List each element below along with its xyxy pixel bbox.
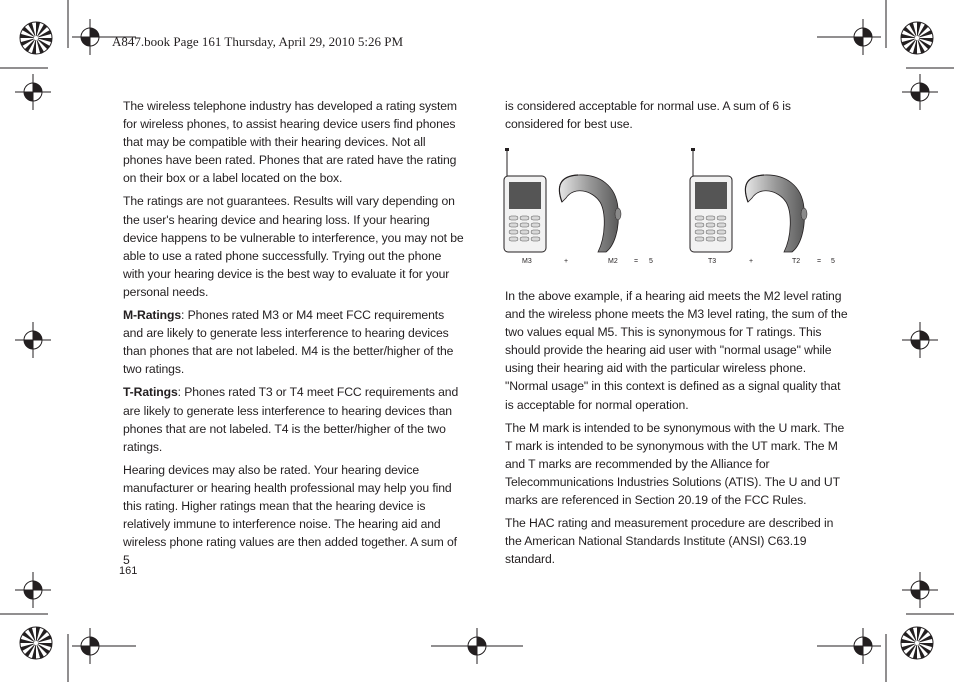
registration-target-icon [902,74,938,110]
paragraph-rating-system: The wireless telephone industry has developed a rating system for wireless phones, to assist hearing device users find phones that may be compatible with their hearing devices. Not all phones have been rated. Phones that are rated have the rating on their box or a label located on the box. [123,99,457,186]
paragraph-not-guarantees: The ratings are not guarantees. Results will vary depending on the user's hearing device and hearing loss. If your hearing device happens to be vulnerable to interference, you may not be able to use a rated phone successfully. Trying out the phone with your hearing device is the best way to evaluate it for your personal needs. [123,194,464,299]
paragraph-m-mark: The M mark is intended to be synonymous with the U mark. The T mark is intended to be synonymous with the UT mark. The M and T marks are recommended by the Alliance for Telecommunications Industries Solutions (ATIS). The U and UT marks are referenced in Section 20.19 of the FCC Rules. [505,420,845,508]
registration-target-icon [15,572,51,608]
hearing-aid-illustration [745,175,807,252]
hac-rating-illustration [500,146,850,270]
m-ratings-text: : Phones rated M3 or M4 meet FCC requirements and are likely to generate less interference to hearing devices than phones that are not labeled. M4 is the better/higher of the two ratings. [123,308,454,377]
figure-label-sum: 5 [831,258,835,265]
starburst-target-icon [901,627,933,659]
figure-label-m2: M2 [608,258,618,265]
figure-label-plus: + [564,258,569,265]
paragraph-hearing-devices: Hearing devices may also be rated. Your hearing device manufacturer or hearing health professional may help you find this rating. Higher ratings mean that the hearing device is relatively immune to interference noise. The hearing aid and wireless phone rating values are then added together. A sum of 5 [123,462,457,568]
t-ratings-text: : Phones rated T3 or T4 meet FCC requirements and are likely to generate less interference to hearing devices than phones that are not labeled. T4 is the better/higher of the two ratings. [123,385,459,454]
paragraph-example: In the above example, if a hearing aid meets the M2 level rating and the wireless phone meets the M3 level rating, the sum of the two values equal M5. This is synonymous for T ratings. This should provide the hearing aid user with "normal usage" while using their hearing aid with the particular wireless phone. "Normal usage" in this context is defined as a signal quality that is acceptable for normal operation. [505,289,848,412]
phone-illustration [690,148,732,252]
figure-label-plus: + [749,258,754,265]
registration-target-icon [15,322,51,358]
figure-label-equals: = [817,258,822,265]
registration-target-icon [72,628,108,664]
paragraph-m-ratings [123,306,465,378]
starburst-target-icon [20,627,52,659]
figure-label-sum: 5 [649,258,653,265]
paragraph-sum-acceptable: is considered acceptable for normal use. A sum of 6 is considered for best use. [505,99,791,132]
page-number: 161 [119,565,138,577]
registration-target-icon [72,19,108,55]
running-header: A847.book Page 161 Thursday, April 29, 2010 5:26 PM [112,34,404,49]
registration-target-icon [459,628,495,664]
paragraph-hac-standard: The HAC rating and measurement procedure are described in the American National Standards Institute (ANSI) C63.19 standard. [505,516,834,567]
right-column-continued [505,287,850,573]
paragraph-t-ratings [123,383,465,455]
left-column [123,97,465,574]
starburst-target-icon [20,22,52,54]
starburst-target-icon [901,22,933,54]
t-ratings-label: T-Ratings [123,385,178,400]
hearing-aid-illustration [559,175,621,252]
registration-target-icon [902,572,938,608]
hac-rating-figure [500,146,850,270]
registration-target-icon [902,322,938,358]
figure-label-t2: T2 [792,258,801,265]
right-column [505,97,850,138]
figure-label-t3: T3 [708,258,717,265]
m-ratings-label: M-Ratings [123,308,182,323]
figure-label-m3: M3 [522,258,532,265]
registration-target-icon [15,74,51,110]
phone-illustration [504,148,546,252]
registration-target-icon [845,19,881,55]
figure-label-equals: = [634,258,639,265]
registration-target-icon [845,628,881,664]
